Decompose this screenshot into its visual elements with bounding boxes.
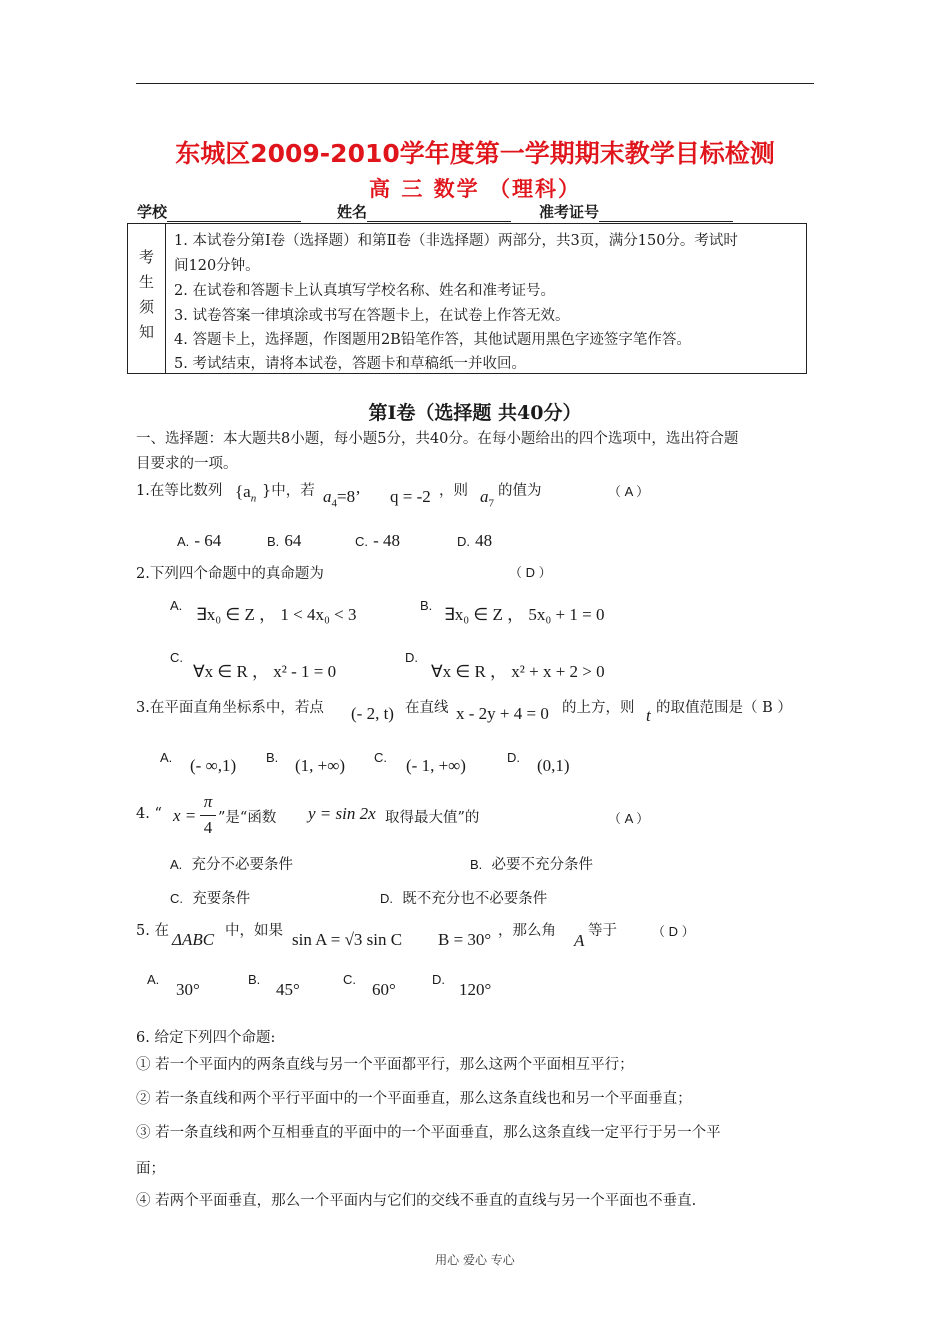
q5-option-b: 45°: [276, 980, 300, 999]
notice-line-3: 2. 在试卷和答题卡上认真填写学校名称、姓名和准考证号。: [174, 283, 555, 299]
school-blank: [167, 205, 301, 222]
q5-mid: 中，如果: [225, 923, 283, 939]
q1-suffix: 的值为: [498, 483, 542, 499]
exam-title: 东城区2009-2010学年度第一学期期末教学目标检测: [175, 139, 775, 168]
q6-item-1: ① 若一个平面内的两条直线与另一个平面都平行，那么这两个平面相互平行；: [136, 1057, 634, 1073]
q5-suffix: 等于: [588, 923, 617, 939]
q3-option-c: (- 1, +∞): [406, 756, 466, 775]
q4-fraction-num: π: [203, 792, 213, 811]
q5-option-a: 30°: [176, 980, 200, 999]
q6-stem: 6. 给定下列四个命题:: [136, 1030, 276, 1046]
q5-option-d-label: D.: [432, 972, 445, 987]
name-label: 姓名: [337, 203, 368, 221]
q2-option-a: ∃x₀ ∈ Z ， 1 < 4x₀ < 3: [196, 605, 357, 624]
q4-answer: （ A ）: [608, 811, 650, 826]
q5-angle: A: [574, 931, 585, 950]
q1-sequence: {$a_n$: [235, 482, 257, 505]
id-label: 准考证号: [539, 203, 600, 221]
q4-suffix: ”是“函数: [218, 810, 277, 826]
q5-eq2: B = 30°: [438, 930, 492, 949]
q3-var: t: [646, 706, 651, 725]
q2-stem: 2.下列四个命题中的真命题为: [136, 566, 324, 582]
q1-answer: （ A ）: [608, 484, 650, 499]
q3-point: (- 2, t): [351, 704, 394, 723]
school-label: 学校: [137, 203, 168, 221]
q3-option-d: (0,1): [537, 756, 570, 775]
section-intro-1: 一、选择题：本大题共8小题，每小题5分，共40分。在每小题给出的四个选项中，选出符合题: [136, 431, 739, 447]
q2-option-c-label: C.: [170, 650, 183, 665]
q5-answer: （ D ）: [652, 924, 695, 939]
q6-item-2: ② 若一条直线和两个平行平面中的一个平面垂直，那么这条直线也和另一个平面垂直；: [136, 1091, 692, 1107]
q6-item-4: ④ 若两个平面垂直，那么一个平面内与它们的交线不垂直的直线与另一个平面也不垂直.: [136, 1193, 697, 1209]
id-field: [539, 201, 733, 222]
q1-prefix: 1.在等比数列: [136, 483, 223, 499]
q3-mid: 在直线: [405, 700, 449, 716]
q4-option-b: B. 必要不充分条件: [470, 857, 594, 873]
q1-option-d: D. 48: [457, 531, 493, 550]
q1-option-c: C. - 48: [355, 531, 401, 550]
q4-fraction-bar: [200, 815, 216, 816]
q3-option-d-label: D.: [507, 750, 520, 765]
notice-line-2: 间120分钟。: [174, 258, 260, 274]
notice-line-1: 1. 本试卷分第Ⅰ卷（选择题）和第Ⅱ卷（非选择题）两部分，共3页，满分150分。考试时: [174, 233, 738, 249]
q1-target: $a_7$: [480, 487, 494, 510]
q2-option-d: ∀x ∈ R ， x² + x + 2 > 0: [431, 662, 605, 681]
q5-option-c: 60°: [372, 980, 396, 999]
q4-tail: 取得最大值”的: [385, 810, 480, 826]
q4-option-d: D. 既不充分也不必要条件: [380, 891, 548, 907]
name-blank: [367, 205, 511, 222]
q1-cond2: q = -2: [390, 487, 431, 506]
q5-option-d: 120°: [459, 980, 492, 999]
q1-option-b: B. 64: [267, 531, 302, 550]
q1-mid2: ，则: [439, 483, 468, 499]
q3-option-b: (1, +∞): [295, 756, 346, 775]
q2-option-d-label: D.: [405, 650, 418, 665]
q4-option-c: C. 充要条件: [170, 891, 251, 907]
q5-mid2: ，那么角: [498, 923, 556, 939]
q4-x-eq: x =: [173, 806, 197, 825]
q3-line: x - 2y + 4 = 0: [456, 704, 549, 723]
name-field: [337, 201, 511, 222]
notice-line-4: 3. 试卷答案一律填涂或书写在答题卡上，在试卷上作答无效。: [174, 308, 570, 324]
notice-line-5: 4. 答题卡上，选择题，作图题用2B铅笔作答，其他试题用黑色字迹签字笔作答。: [174, 332, 691, 348]
q1-option-a: A. - 64: [177, 531, 222, 550]
q5-option-b-label: B.: [248, 972, 261, 987]
section-intro-2: 目要求的一项。: [136, 456, 238, 472]
q4-option-a: A. 充分不必要条件: [170, 857, 294, 873]
q5-triangle: ΔABC: [172, 930, 215, 949]
exam-subtitle: 高 三 数学 （理科）: [369, 177, 581, 201]
section-title: 第Ⅰ卷（选择题 共40分）: [368, 402, 582, 424]
q3-option-c-label: C.: [374, 750, 387, 765]
school-field: [137, 201, 301, 222]
q4-func: y = sin 2x: [308, 804, 376, 823]
q5-option-c-label: C.: [343, 972, 356, 987]
page-footer: 用心 爱心 专心: [435, 1253, 515, 1267]
q3-prefix: 3.在平面直角坐标系中，若点: [136, 700, 324, 716]
q3-option-a-label: A.: [160, 750, 173, 765]
q1-cond1: $a_4=8$’: [323, 487, 361, 510]
q2-option-b-label: B.: [420, 598, 433, 613]
q2-option-a-label: A.: [170, 598, 183, 613]
q5-eq1: sin A = √3 sin C: [292, 930, 403, 949]
q4-fraction-den: 4: [203, 818, 213, 837]
q2-option-c: ∀x ∈ R ， x² - 1 = 0: [193, 662, 337, 681]
q1-mid1: }中，若: [262, 483, 315, 499]
q3-suffix1: 的上方，则: [562, 700, 635, 716]
header-rule: [136, 83, 814, 84]
q5-prefix: 5. 在: [136, 923, 169, 939]
q4-prefix: 4. “: [136, 806, 162, 822]
q5-option-a-label: A.: [147, 972, 160, 987]
q3-option-b-label: B.: [266, 750, 279, 765]
q3-suffix2: 的取值范围是（ B ）: [656, 700, 792, 716]
q6-item-3-cont: 面；: [136, 1161, 165, 1177]
q3-option-a: (- ∞,1): [190, 756, 237, 775]
notice-side-label: 考 生 须 知: [128, 224, 166, 373]
q6-item-3: ③ 若一条直线和两个互相垂直的平面中的一个平面垂直，那么这条直线一定平行于另一个平: [136, 1125, 721, 1141]
q2-option-b: ∃x₀ ∈ Z ， 5x₀ + 1 = 0: [444, 605, 605, 624]
id-blank: [599, 205, 733, 222]
notice-box: [127, 223, 807, 374]
q2-answer: （ D ）: [509, 565, 552, 580]
notice-line-6: 5. 考试结束，请将本试卷，答题卡和草稿纸一并收回。: [174, 356, 526, 372]
